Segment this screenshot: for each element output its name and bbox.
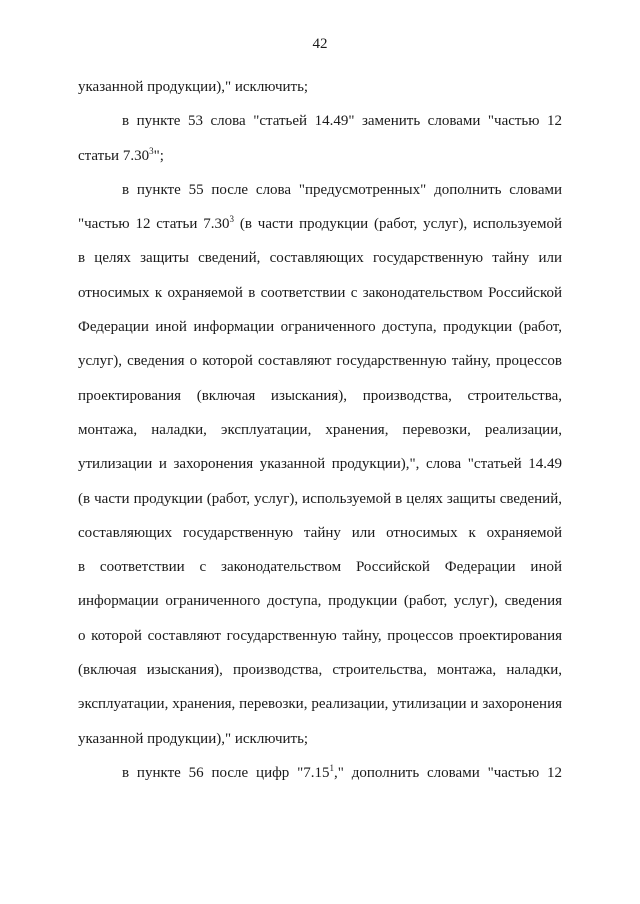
- text-line: в пункте 55 после слова "предусмотренных" дополнить словами: [122, 181, 562, 198]
- text-line: в пункте 53 слова "статьей 14.49" заменить словами "частью 12: [122, 113, 562, 130]
- text-line: в целях защиты сведений, составляющих государственную тайну или: [78, 250, 562, 267]
- text-line: указанной продукции)," исключить;: [78, 730, 309, 747]
- text-line: проектирования (включая изыскания), производства, строительства,: [78, 387, 562, 404]
- text-line: утилизации и захоронения указанной продукции),", слова "статьей 14.49: [78, 456, 562, 473]
- superscript: 3: [229, 214, 234, 225]
- text-segment: ," дополнить словами "частью 12: [334, 764, 563, 781]
- text-segment: в пункте 56 после цифр "7.15: [122, 764, 330, 781]
- text-line: монтажа, наладки, эксплуатации, хранения, перевозки, реализации,: [78, 421, 562, 438]
- paragraph-2: [78, 104, 562, 173]
- document-body: [78, 70, 562, 790]
- text-line: [78, 207, 562, 241]
- page-number: 42: [312, 36, 328, 52]
- text-line: о которой составляют государственную тайну, процессов проектирования: [78, 627, 562, 644]
- text-line: [78, 756, 562, 790]
- superscript: 1: [329, 762, 335, 773]
- text-line: [78, 139, 562, 173]
- text-line: услуг), сведения о которой составляют государственную тайну, процессов: [78, 353, 562, 370]
- text-line: составляющих государственную тайну или относимых к охраняемой: [78, 524, 562, 541]
- text-segment: "частью 12 статьи 7.30: [78, 216, 230, 233]
- superscript: 3: [149, 145, 154, 156]
- paragraph-1: [78, 70, 562, 104]
- text-line: информации ограниченного доступа, продукции (работ, услуг), сведения: [78, 593, 562, 610]
- text-line: относимых к охраняемой в соответствии с законодательством Российской: [78, 284, 562, 301]
- text-line: указанной продукции)," исключить;: [78, 79, 309, 95]
- paragraph-4: [78, 756, 562, 790]
- text-line: (включая изыскания), производства, строительства, монтажа, наладки,: [78, 662, 562, 679]
- text-line: (в части продукции (работ, услуг), используемой в целях защиты сведений,: [78, 490, 562, 507]
- text-segment: статьи 7.30: [78, 147, 150, 164]
- text-line: Федерации иной информации ограниченного доступа, продукции (работ,: [78, 319, 562, 336]
- text-line: в соответствии с законодательством Российской Федерации иной: [78, 559, 562, 576]
- paragraph-3: [78, 173, 562, 756]
- text-line: эксплуатации, хранения, перевозки, реализации, утилизации и захоронения: [78, 696, 562, 713]
- text-segment: ";: [153, 147, 164, 164]
- text-segment: (в части продукции (работ, услуг), используемой: [234, 216, 562, 233]
